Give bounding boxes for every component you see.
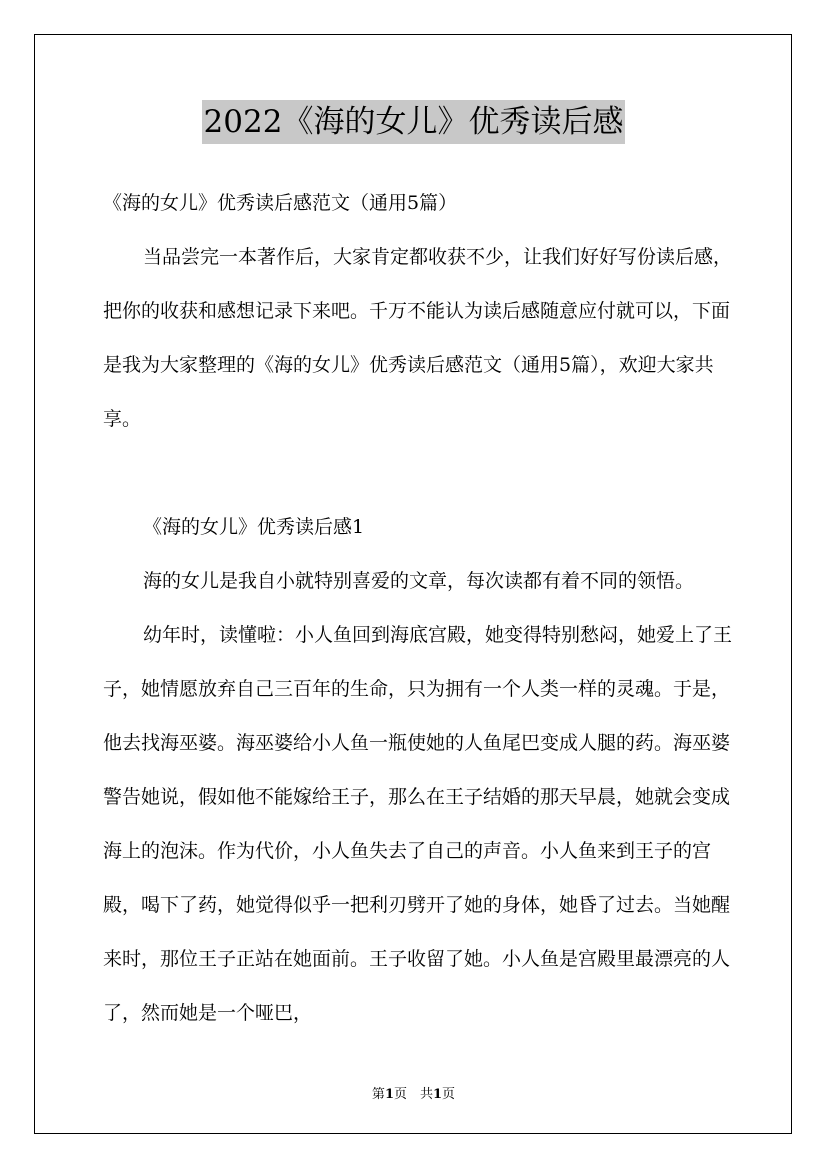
document-title: 2022《海的女儿》优秀读后感 (202, 100, 626, 144)
section-heading: 《海的女儿》优秀读后感1 (143, 516, 365, 538)
footer-mid: 页 共 (393, 1087, 433, 1102)
footer-prefix: 第 (371, 1087, 385, 1102)
total-pages-number: 1 (433, 1087, 443, 1102)
document-subtitle: 《海的女儿》优秀读后感范文（通用5篇） (103, 192, 458, 214)
body-paragraph-1: 海的女儿是我自小就特别喜爱的文章，每次读都有着不同的领悟。 (143, 570, 695, 592)
spacer (103, 446, 743, 500)
document-body (103, 176, 743, 1040)
title-container (0, 100, 827, 144)
page-footer (0, 1083, 827, 1102)
body-paragraph-2: 幼年时，读懂啦：小人鱼回到海底宫殿，她变得特别愁闷，她爱上了王子，她情愿放弃自己三百年的生命，只为拥有一个人类一样的灵魂。于是，他去找海巫婆。海巫婆给小人鱼一瓶使她的人鱼尾巴变成人腿的药。海巫婆警告她说，假如他不能嫁给王子，那么在王子结婚的那天早晨，她就会变成海上的泡沫。作为代价，小人鱼失去了自己的声音。小人鱼来到王子的宫殿，喝下了药，她觉得似乎一把利刃劈开了她的身体，她昏了过去。当她醒来时，那位王子正站在她面前。王子收留了她。小人鱼是宫殿里最漂亮的人了，然而她是一个哑巴， (103, 624, 733, 1024)
intro-paragraph: 当品尝完一本著作后，大家肯定都收获不少，让我们好好写份读后感，把你的收获和感想记录下来吧。千万不能认为读后感随意应付就可以，下面是我为大家整理的《海的女儿》优秀读后感范文（通用5篇），欢迎大家共享。 (103, 246, 733, 430)
footer-suffix: 页 (442, 1087, 456, 1102)
current-page-number: 1 (384, 1087, 394, 1102)
